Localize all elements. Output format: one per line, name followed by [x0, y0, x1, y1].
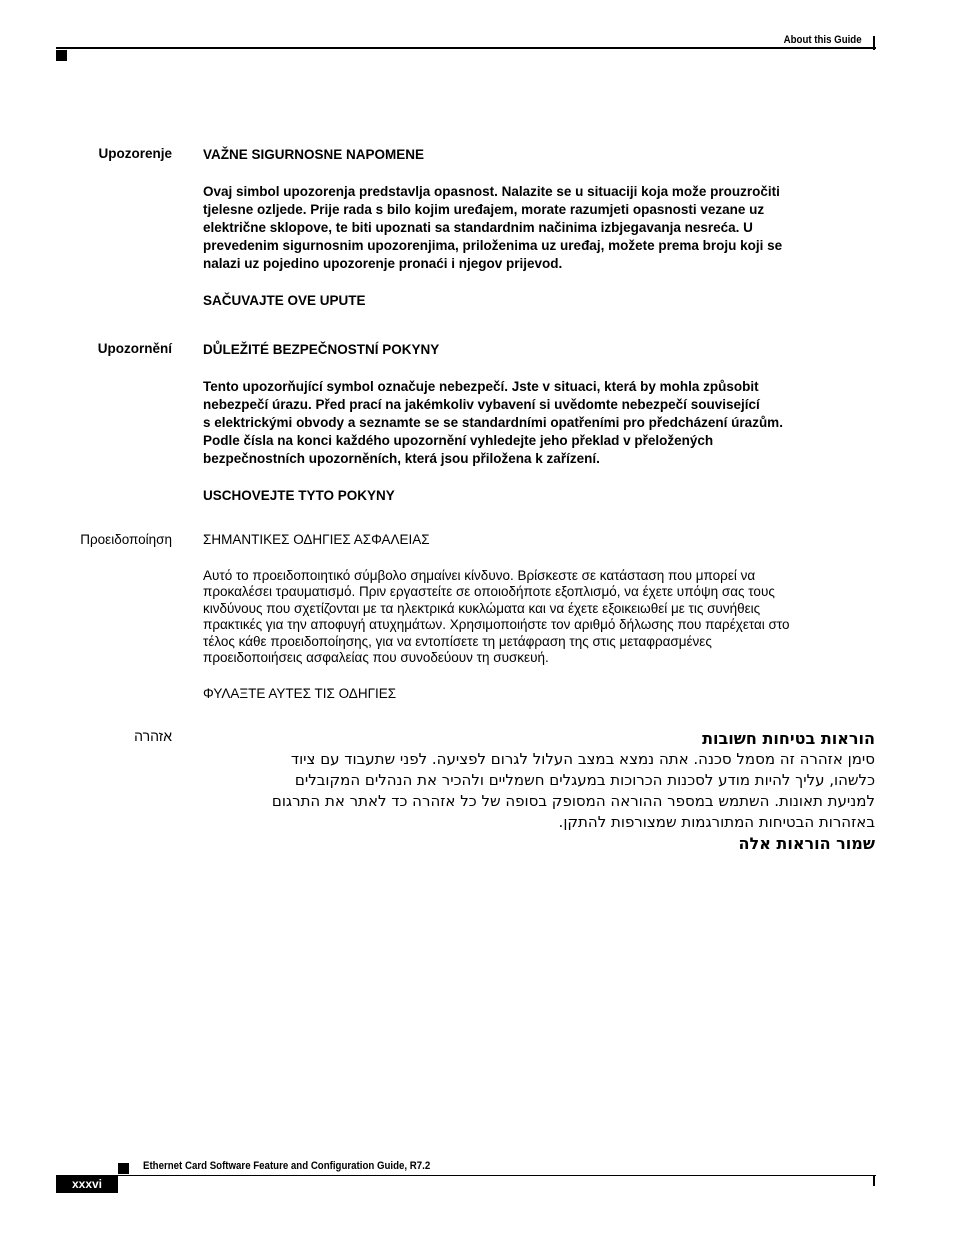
warning-line: Podle čísla na konci každého upozornění vyhledejte jeho překlad v přeložených [203, 433, 714, 448]
warning-line: τέλος κάθε προειδοποίησης, για να εντοπίσετε τη μετάφραση της στις μεταφρασμένες [203, 633, 712, 649]
warning-content [203, 341, 863, 505]
header-square-marker [56, 50, 67, 61]
warning-label: Upozorenje [98, 146, 172, 161]
warning-heading: הוראות בטיחות חשובות [702, 729, 875, 748]
warning-label: Upozornění [97, 341, 172, 356]
warning-keep-instructions: USCHOVEJTE TYTO POKYNY [203, 488, 395, 503]
warning-line: כלשהו, עליך להיות מודע לסכנות הכרוכות במעגלים חשמליים ולהכיר את הנהלים המקובלים [294, 771, 875, 789]
warning-line: πρακτικές για την αποφυγή ατυχημάτων. Χρησιμοποιήστε τον αριθμό δήλωσης που παρέχεται στο [203, 617, 790, 632]
header-rule [56, 47, 876, 49]
warning-line: nalazi uz pojedino upozorenje pronaći i njegov prijevod. [203, 256, 563, 271]
warning-line: bezpečnostních upozorněních, která jsou přiložena k zařízení. [203, 451, 600, 466]
warning-line: באזהרות הבטיחות המתורגמות שמצורפות להתקן. [558, 813, 875, 831]
warning-heading: DŮLEŽITÉ BEZPEČNOSTNÍ POKYNY [203, 342, 440, 357]
warning-line: προειδοποιήσεις ασφαλείας που συνοδεύουν τη συσκευή. [203, 650, 549, 665]
warning-line: κινδύνους που σχετίζονται με τα ηλεκτρικά κυκλώματα και να έχετε εξοικειωθεί με τις συνήθεις [203, 600, 761, 616]
warning-line: električne sklopove, te biti upoznati sa standardnim načinima izbjegavanja nesreća. U [203, 220, 753, 235]
footer-square-marker [118, 1163, 129, 1174]
warning-line: Ovaj simbol upozorenja predstavlja opasnost. Nalazite se u situaciji koja može prouzročiti [203, 184, 780, 199]
footer-rule [118, 1175, 876, 1176]
warning-line: προκαλέσει τραυματισμό. Πριν εργαστείτε σε οποιοδήποτε εξοπλισμό, να έχετε υπόψη σας τους [203, 584, 775, 599]
warning-keep-instructions: ΦΥΛΑΞΤΕ ΑΥΤΕΣ ΤΙΣ ΟΔΗΓΙΕΣ [203, 685, 397, 701]
warning-line: tjelesne ozljede. Prije rada s bilo kojim uređajem, morate razumjeti opasnosti vezane uz [203, 202, 765, 217]
warning-line: s elektrickými obvody a seznamte se se standardními opatřeními pro předcházení úrazům. [203, 415, 783, 430]
page-number: xxxvi [56, 1175, 118, 1193]
warning-line: prevedenim sigurnosnim upozorenjima, priloženima uz uređaj, možete prema broju koji se [203, 238, 783, 253]
warning-line: סימן אזהרה זה מסמל סכנה. אתה נמצא במצב העלול לגרום לפציעה. לפני שתעבוד עם ציוד [290, 750, 875, 768]
warning-line: nebezpečí úrazu. Před prací na jakémkoliv vybavení si uvědomte nebezpečí související [203, 397, 760, 412]
warning-heading: VAŽNE SIGURNOSNE NAPOMENE [203, 147, 425, 162]
warning-keep-instructions: שמור הוראות אלה [738, 834, 875, 853]
warning-line: Αυτό το προειδοποιητικό σύμβολο σημαίνει κίνδυνο. Βρίσκεστε σε κατάσταση που μπορεί να [203, 567, 756, 583]
footer-vertical-bar [873, 1176, 875, 1186]
running-header-title: About this Guide [784, 34, 862, 46]
warning-line: למניעת תאונות. השתמש במספר ההוראה המסופק בסופה של כל אזהרה כד לאתר את התרגום [271, 792, 875, 810]
warning-label: Προειδοποίηση [80, 532, 172, 547]
warning-line: Tento upozorňující symbol označuje nebezpečí. Jste v situaci, která by mohla způsobit [203, 379, 759, 394]
warning-keep-instructions: SAČUVAJTE OVE UPUTE [203, 293, 366, 308]
warning-heading: ΣΗΜΑΝΤΙΚΕΣ ΟΔΗΓΙΕΣ ΑΣΦΑΛΕΙΑΣ [203, 532, 430, 547]
warning-content [203, 532, 863, 702]
footer-document-title: Ethernet Card Software Feature and Configuration Guide, R7.2 [143, 1160, 431, 1172]
warning-label: אזהרה [134, 728, 172, 744]
warning-content [200, 728, 875, 854]
warning-content [203, 146, 863, 310]
